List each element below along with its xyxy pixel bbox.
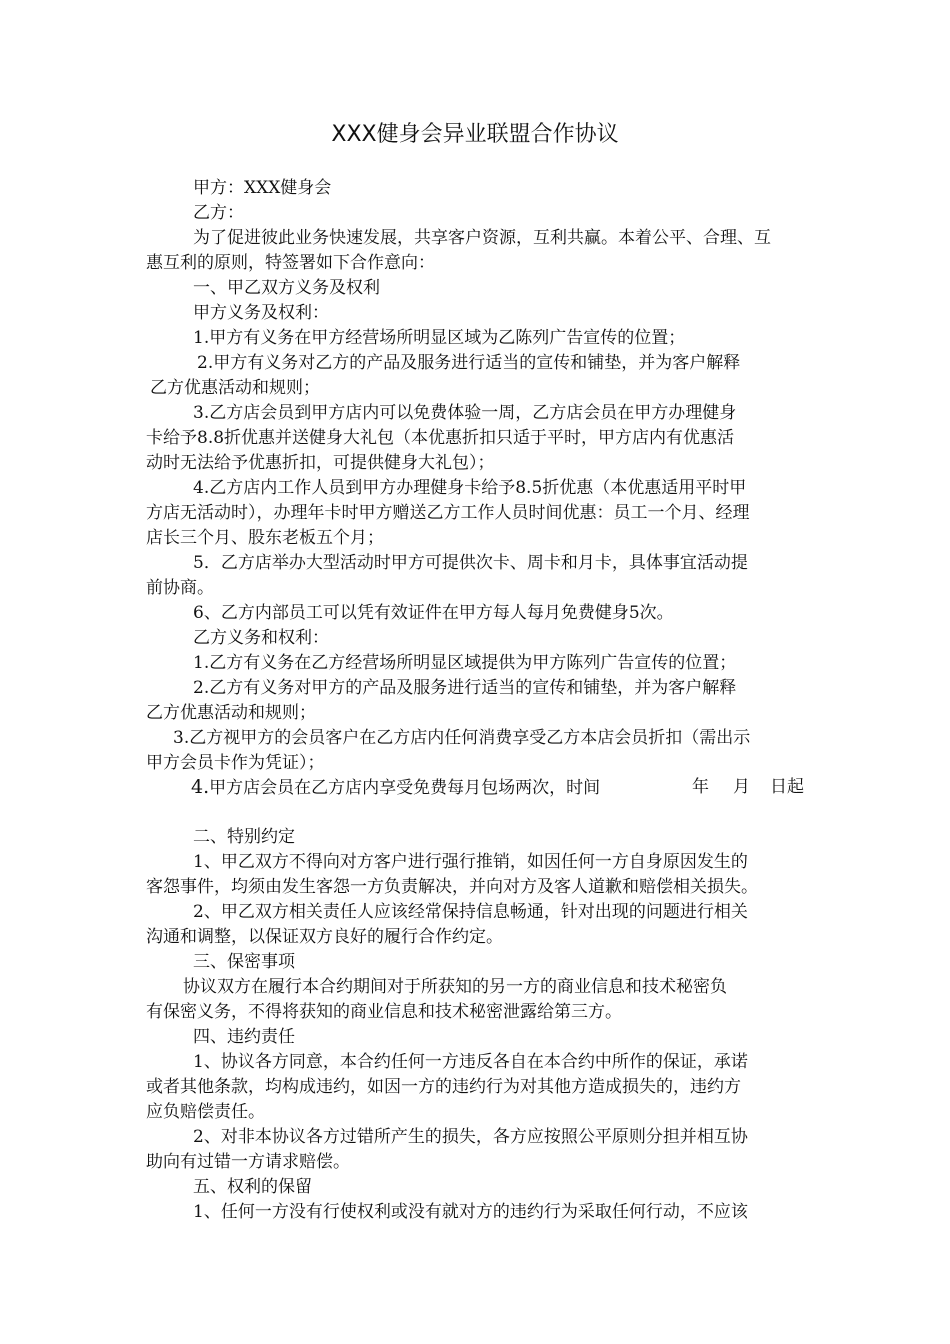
clause-line: 1、协议各方同意，本合约任何一方违反各自在本合约中所作的保证，承诺	[193, 1052, 748, 1072]
section-heading: 三、保密事项	[193, 952, 295, 972]
clause-line: 有保密义务，不得将获知的商业信息和技术秘密泄露给第三方。	[146, 1002, 622, 1022]
clause-text: 甲方店会员在乙方店内享受免费每月包场两次，时间	[209, 778, 601, 798]
section-heading: 一、甲乙双方义务及权利	[193, 278, 380, 298]
clause-line: 3.乙方视甲方的会员客户在乙方店内任何消费享受乙方本店会员折扣（需出示	[173, 728, 751, 748]
clause-line: 客怨事件，均须由发生客怨一方负责解决，并向对方及客人道歉和赔偿相关损失。	[146, 877, 758, 897]
clause-line: 乙方优惠活动和规则；	[146, 703, 316, 723]
clause-line: 2、甲乙双方相关责任人应该经常保持信息畅通，针对出现的问题进行相关	[193, 902, 748, 922]
clause-line: 1.甲方有义务在甲方经营场所明显区域为乙陈列广告宣传的位置；	[193, 328, 686, 348]
intro-line: 惠互利的原则，特签署如下合作意向：	[146, 253, 435, 273]
clause-line: 甲方会员卡作为凭证）；	[146, 753, 325, 773]
clause-line: 2、对非本协议各方过错所产生的损失，各方应按照公平原则分担并相互协	[193, 1127, 748, 1147]
clause-line: 方店无活动时），办理年卡时甲方赠送乙方工作人员时间优惠：员工一个月、经理	[146, 503, 750, 523]
clause-line: 3.乙方店会员到甲方店内可以免费体验一周，乙方店会员在甲方办理健身	[193, 403, 737, 423]
clause-line: 协议双方在履行本合约期间对于所获知的另一方的商业信息和技术秘密负	[183, 977, 727, 997]
clause-line: 6、乙方内部员工可以凭有效证件在甲方每人每月免费健身5次。	[193, 603, 674, 623]
clause-line: 1、甲乙双方不得向对方客户进行强行推销，如因任何一方自身原因发生的	[193, 852, 748, 872]
party-b: 乙方：	[193, 203, 244, 223]
clause-line: 卡给予8.8折优惠并送健身大礼包（本优惠折扣只适于平时，甲方店内有优惠活	[146, 428, 735, 448]
clause-line: 前协商。	[146, 578, 214, 598]
clause-line: 4.乙方店内工作人员到甲方办理健身卡给予8.5折优惠（本优惠适用平时甲	[193, 478, 747, 498]
clause-line: 2.乙方有义务对甲方的产品及服务进行适当的宣传和铺垫，并为客户解释	[193, 678, 737, 698]
document-title: XXX健身会异业联盟合作协议	[331, 122, 619, 147]
date-month-label: 月	[733, 777, 750, 797]
clause-line: 助向有过错一方请求赔偿。	[146, 1152, 350, 1172]
clause-line: 1、任何一方没有行使权利或没有就对方的违约行为采取任何行动，不应该	[193, 1202, 748, 1222]
clause-line: 沟通和调整，以保证双方良好的履行合作约定。	[146, 927, 503, 947]
section-heading: 四、违约责任	[193, 1027, 295, 1047]
date-year-label: 年	[692, 777, 709, 797]
clause-line	[191, 775, 600, 800]
clause-line: 店长三个月、股东老板五个月；	[146, 528, 384, 548]
clause-line: 2.甲方有义务对乙方的产品及服务进行适当的宣传和铺垫，并为客户解释	[197, 353, 741, 373]
intro-line: 为了促进彼此业务快速发展，共享客户资源，互利共赢。本着公平、合理、互	[193, 228, 771, 248]
section-heading: 五、权利的保留	[193, 1177, 312, 1197]
clause-line: 应负赔偿责任。	[146, 1102, 265, 1122]
date-day-label: 日起	[770, 777, 804, 797]
clause-line: 1.乙方有义务在乙方经营场所明显区域提供为甲方陈列广告宣传的位置；	[193, 653, 737, 673]
subsection-heading: 甲方义务及权利：	[193, 303, 329, 323]
clause-number: 4.	[191, 776, 210, 798]
party-a: 甲方：XXX健身会	[193, 178, 332, 198]
section-heading: 二、特别约定	[193, 827, 295, 847]
subsection-heading: 乙方义务和权利：	[193, 628, 329, 648]
clause-line: 5．乙方店举办大型活动时甲方可提供次卡、周卡和月卡，具体事宜活动提	[193, 553, 748, 573]
clause-line: 乙方优惠活动和规则；	[150, 378, 320, 398]
clause-line: 或者其他条款，均构成违约，如因一方的违约行为对其他方造成损失的，违约方	[146, 1077, 741, 1097]
clause-line: 动时无法给予优惠折扣，可提供健身大礼包）；	[146, 453, 495, 473]
